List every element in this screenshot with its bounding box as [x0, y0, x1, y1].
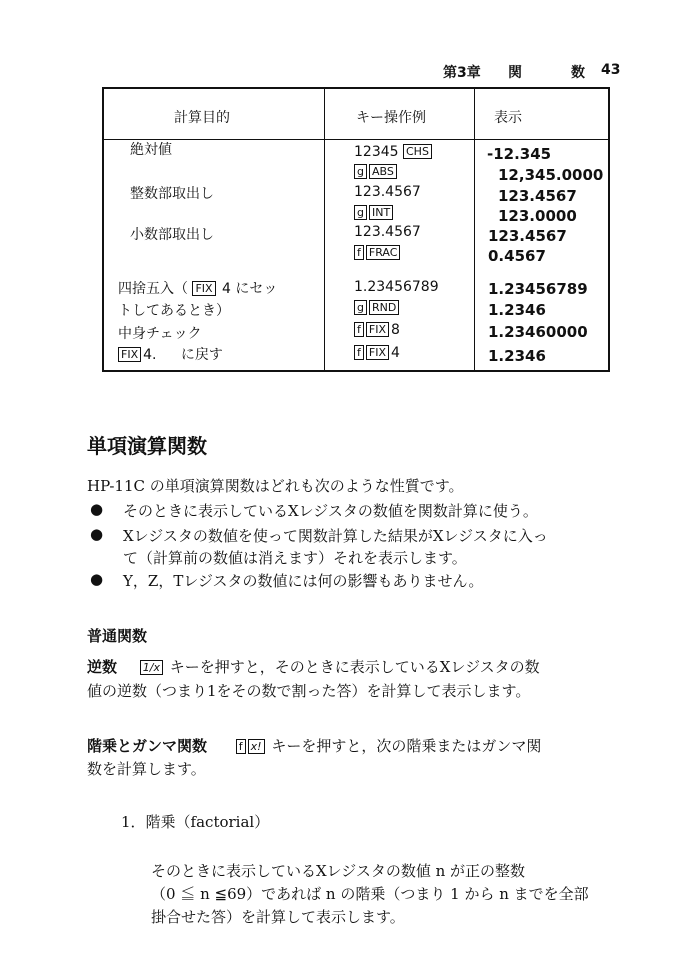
display-2: 12,345.0000 — [498, 166, 604, 184]
purpose-int: 整数部取出し — [130, 186, 214, 202]
para-line-1: そのときに表示しているXレジスタの数値 n が正の整数 — [151, 862, 526, 880]
display-9: 1.23460000 — [488, 323, 588, 341]
op-restore — [354, 345, 400, 361]
f-key: f — [354, 345, 364, 360]
display-6: 0.4567 — [488, 247, 546, 265]
reciprocal-line-2: 値の逆数（つまり1をその数で割った答）を計算して表示します。 — [87, 682, 531, 700]
frac-key: FRAC — [366, 245, 401, 260]
display-7: 1.23456789 — [488, 280, 588, 298]
display-8: 1.2346 — [488, 301, 546, 319]
op-int-1: 123.4567 — [354, 184, 421, 200]
reciprocal-label: 逆数 — [87, 658, 118, 676]
op-round-2 — [354, 300, 401, 316]
factorial-text: キーを押すと，次の階乗またはガンマ関 — [271, 737, 542, 755]
purpose-restore-value: 4. — [143, 347, 157, 363]
para-line-2: （0 ≦ n ≦69）であれば n の階乗（つまり 1 から n までを全部 — [151, 885, 589, 903]
purpose-abs: 絶対値 — [130, 142, 172, 158]
rnd-key: RND — [369, 300, 399, 315]
reciprocal-line-1 — [87, 656, 540, 677]
page-number: 43 — [601, 62, 621, 78]
op-abs-2 — [354, 164, 399, 180]
factorial-label: 階乗とガンマ関数 — [87, 737, 208, 755]
bullet-2-cont: て（計算前の数値は消えます）それを表示します。 — [123, 549, 467, 567]
fix-key: FIX — [192, 281, 215, 296]
col-header-display: 表示 — [494, 110, 522, 126]
table-divider — [324, 89, 325, 370]
display-10: 1.2346 — [488, 347, 546, 365]
display-3: 123.4567 — [498, 187, 577, 205]
purpose-restore-text: に戻す — [180, 347, 223, 363]
purpose-round-a: 四捨五入（ — [118, 281, 188, 297]
op-round-1: 1.23456789 — [354, 279, 439, 295]
fix-key: FIX — [366, 345, 389, 360]
table-header-rule — [104, 139, 608, 140]
table-divider — [474, 89, 475, 370]
f-key: f — [236, 739, 246, 754]
display-4: 123.0000 — [498, 207, 577, 225]
factorial-key: x! — [248, 739, 265, 754]
op-check — [354, 322, 400, 338]
int-key: INT — [369, 205, 393, 220]
header-section-1: 関 — [508, 65, 522, 81]
item-1-title: 1．階乗（factorial） — [121, 813, 270, 831]
g-key: g — [354, 164, 367, 179]
subsection-title: 普通関数 — [87, 627, 148, 645]
g-key: g — [354, 205, 367, 220]
factorial-line-1 — [87, 735, 541, 756]
reciprocal-key: 1/x — [140, 660, 163, 675]
bullet-dot: ● — [90, 500, 104, 518]
f-key: f — [354, 322, 364, 337]
op-frac-1: 123.4567 — [354, 224, 421, 240]
section-title: 単項演算関数 — [87, 434, 207, 458]
bullet-dot: ● — [90, 570, 104, 588]
f-key: f — [354, 245, 364, 260]
purpose-round-b: 4 にセッ — [222, 281, 278, 297]
purpose-round — [118, 278, 277, 298]
reciprocal-text: キーを押すと，そのときに表示しているXレジスタの数 — [169, 658, 540, 676]
factorial-line-2: 数を計算します。 — [87, 760, 206, 778]
purpose-check: 中身チェック — [118, 326, 202, 342]
fix-key: FIX — [366, 322, 389, 337]
abs-key: ABS — [369, 164, 397, 179]
header-section-2: 数 — [571, 65, 585, 81]
g-key: g — [354, 300, 367, 315]
purpose-frac: 小数部取出し — [130, 227, 214, 243]
op-int-2 — [354, 205, 395, 221]
chs-key: CHS — [403, 144, 432, 159]
bullet-2: Xレジスタの数値を使って関数計算した結果がXレジスタに入っ — [123, 527, 548, 545]
bullet-1: そのときに表示しているXレジスタの数値を関数計算に使う。 — [123, 502, 538, 520]
purpose-round-cont: トしてあるとき） — [118, 303, 230, 319]
op-digits: 8 — [390, 322, 400, 338]
col-header-purpose: 計算目的 — [174, 110, 230, 126]
intro-text: HP-11C の単項演算関数はどれも次のような性質です。 — [87, 477, 464, 495]
op-digits: 4 — [390, 345, 400, 361]
chapter-label: 第3章 — [443, 65, 481, 81]
fix-key: FIX — [118, 347, 141, 362]
display-1: -12.345 — [487, 145, 552, 163]
purpose-restore — [118, 344, 223, 364]
op-value: 12345 — [354, 144, 399, 160]
para-line-3: 掛合せた答）を計算して表示します。 — [151, 908, 405, 926]
display-5: 123.4567 — [488, 227, 567, 245]
bullet-dot: ● — [90, 525, 104, 543]
bullet-3: Y，Z，Tレジスタの数値には何の影響もありません。 — [123, 572, 484, 590]
op-frac-2 — [354, 245, 402, 261]
col-header-keys: キー操作例 — [356, 110, 426, 126]
function-table — [102, 87, 610, 372]
op-abs-1 — [354, 144, 434, 160]
